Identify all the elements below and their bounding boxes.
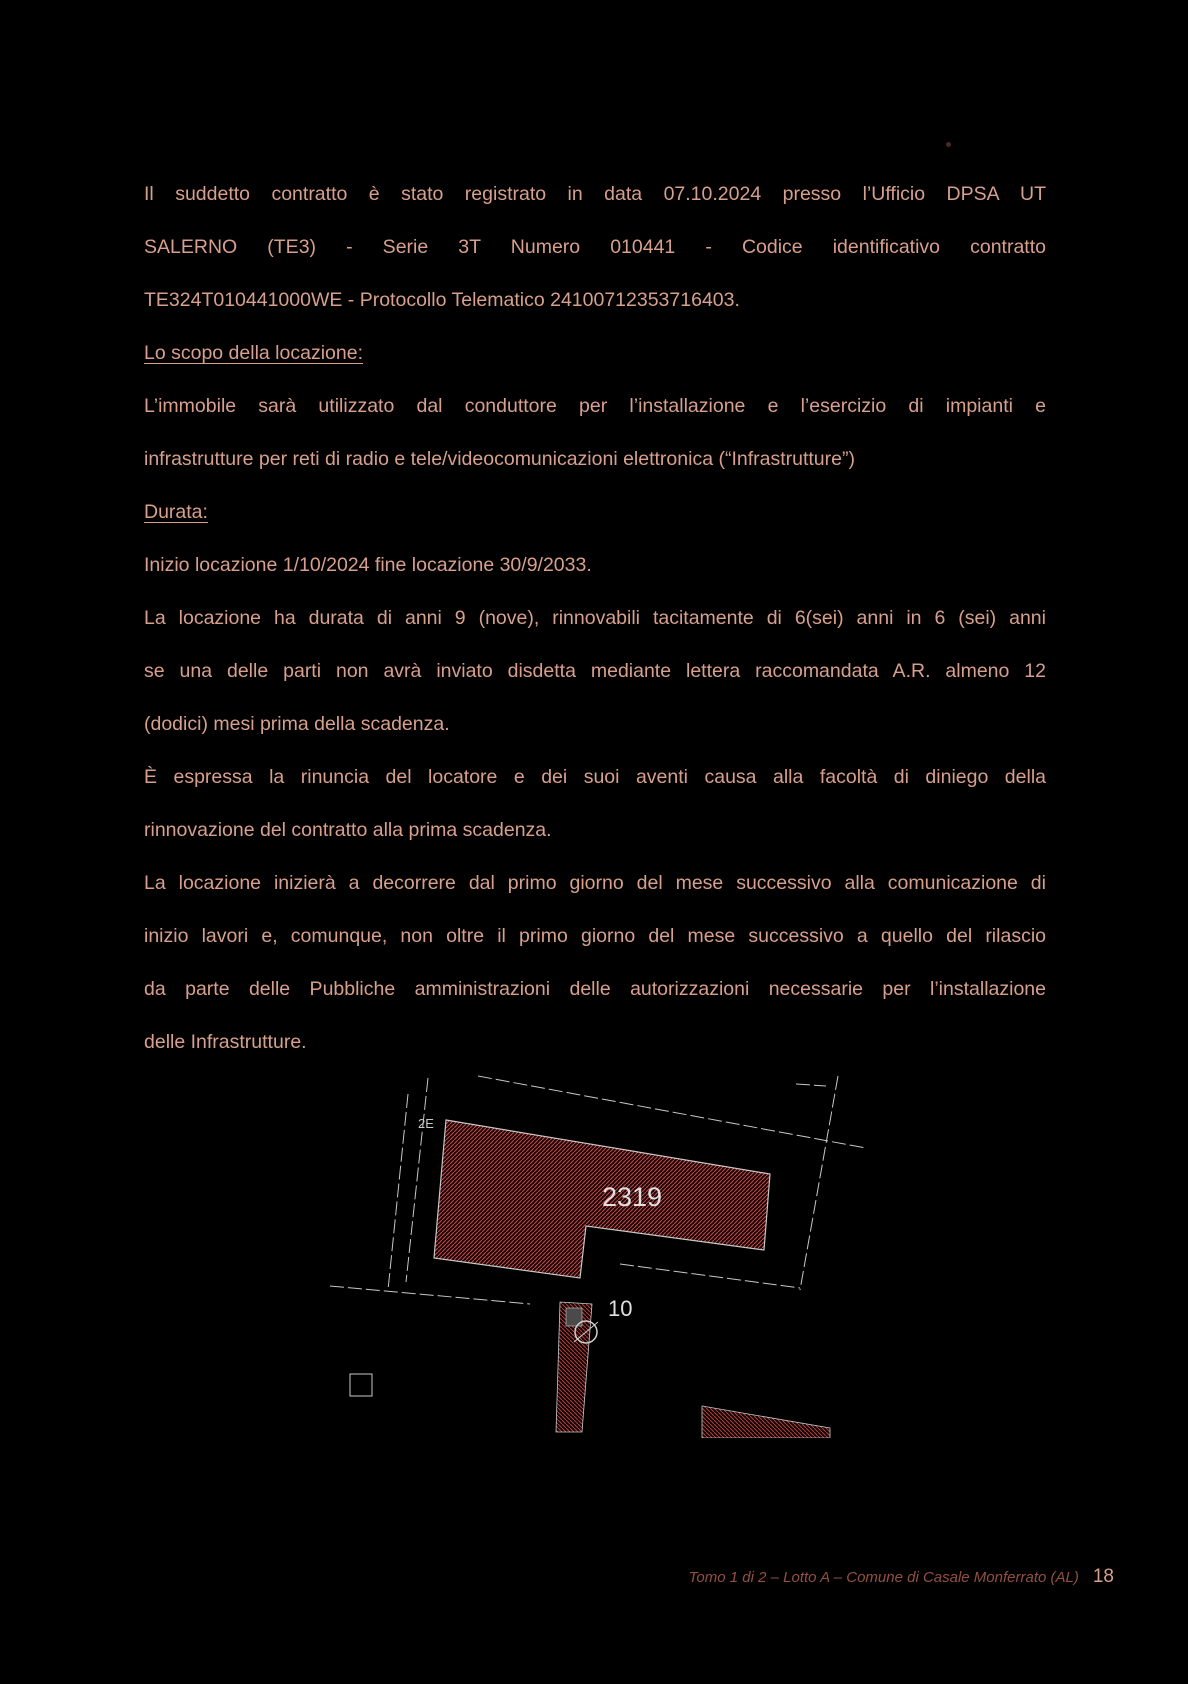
paragraph-scopo-line-2: infrastrutture per reti di radio e tele/videocomunicazioni elettronica (“Infrastrutture”) [144,448,855,470]
paragraph-registration-line-1: Il suddetto contratto è stato registrato in data 07.10.2024 presso l’Ufficio DPSA UT [144,183,1046,205]
document-body [144,168,1046,1069]
scan-speck [946,142,951,147]
parcel-label-small: 10 [608,1296,633,1321]
paragraph-durata-line-3: (dodici) mesi prima della scadenza. [144,713,450,735]
parcel-label-corner: 2E [418,1116,434,1131]
paragraph-decorrenza-line-3: da parte delle Pubbliche amministrazioni delle autorizzazioni necessarie per l’installazione [144,978,1046,1000]
paragraph-durata-line-2: se una delle parti non avrà inviato disdetta mediante lettera raccomandata A.R. almeno 12 [144,660,1046,682]
parcel-label-main: 2319 [602,1182,663,1212]
page-number: 18 [1092,1566,1114,1587]
paragraph-durata-line-1: La locazione ha durata di anni 9 (nove), rinnovabili tacitamente di 6(sei) anni in 6 (sei) anni [144,607,1046,629]
paragraph-registration-line-3: TE324T010441000WE - Protocollo Telematico 24100712353716403. [144,289,740,311]
cadastral-map [330,1072,870,1438]
paragraph-inizio: Inizio locazione 1/10/2024 fine locazione 30/9/2033. [144,554,592,576]
building-stripe-shape [702,1406,830,1438]
heading-durata: Durata: [144,501,208,523]
paragraph-decorrenza-line-4: delle Infrastrutture. [144,1031,307,1053]
paragraph-decorrenza-line-1: La locazione inizierà a decorrere dal primo giorno del mese successivo alla comunicazione di [144,872,1046,894]
page-footer [689,1566,1114,1588]
paragraph-registration-line-2: SALERNO (TE3) - Serie 3T Numero 010441 - Codice identificativo contratto [144,236,1046,258]
paragraph-decorrenza-line-2: inizio lavori e, comunque, non oltre il primo giorno del mese successivo a quello del rilascio [144,925,1046,947]
footer-text: Tomo 1 di 2 – Lotto A – Comune di Casale Monferrato (AL) [688,1568,1079,1586]
paragraph-scopo-line-1: L’immobile sarà utilizzato dal conduttore per l’installazione e l’esercizio di impianti e [144,395,1046,417]
paragraph-rinuncia-line-2: rinnovazione del contratto alla prima scadenza. [144,819,552,841]
small-square-shape [350,1374,372,1396]
heading-scopo: Lo scopo della locazione: [144,342,363,364]
paragraph-rinuncia-line-1: È espressa la rinuncia del locatore e dei suoi aventi causa alla facoltà di diniego della [144,766,1046,788]
